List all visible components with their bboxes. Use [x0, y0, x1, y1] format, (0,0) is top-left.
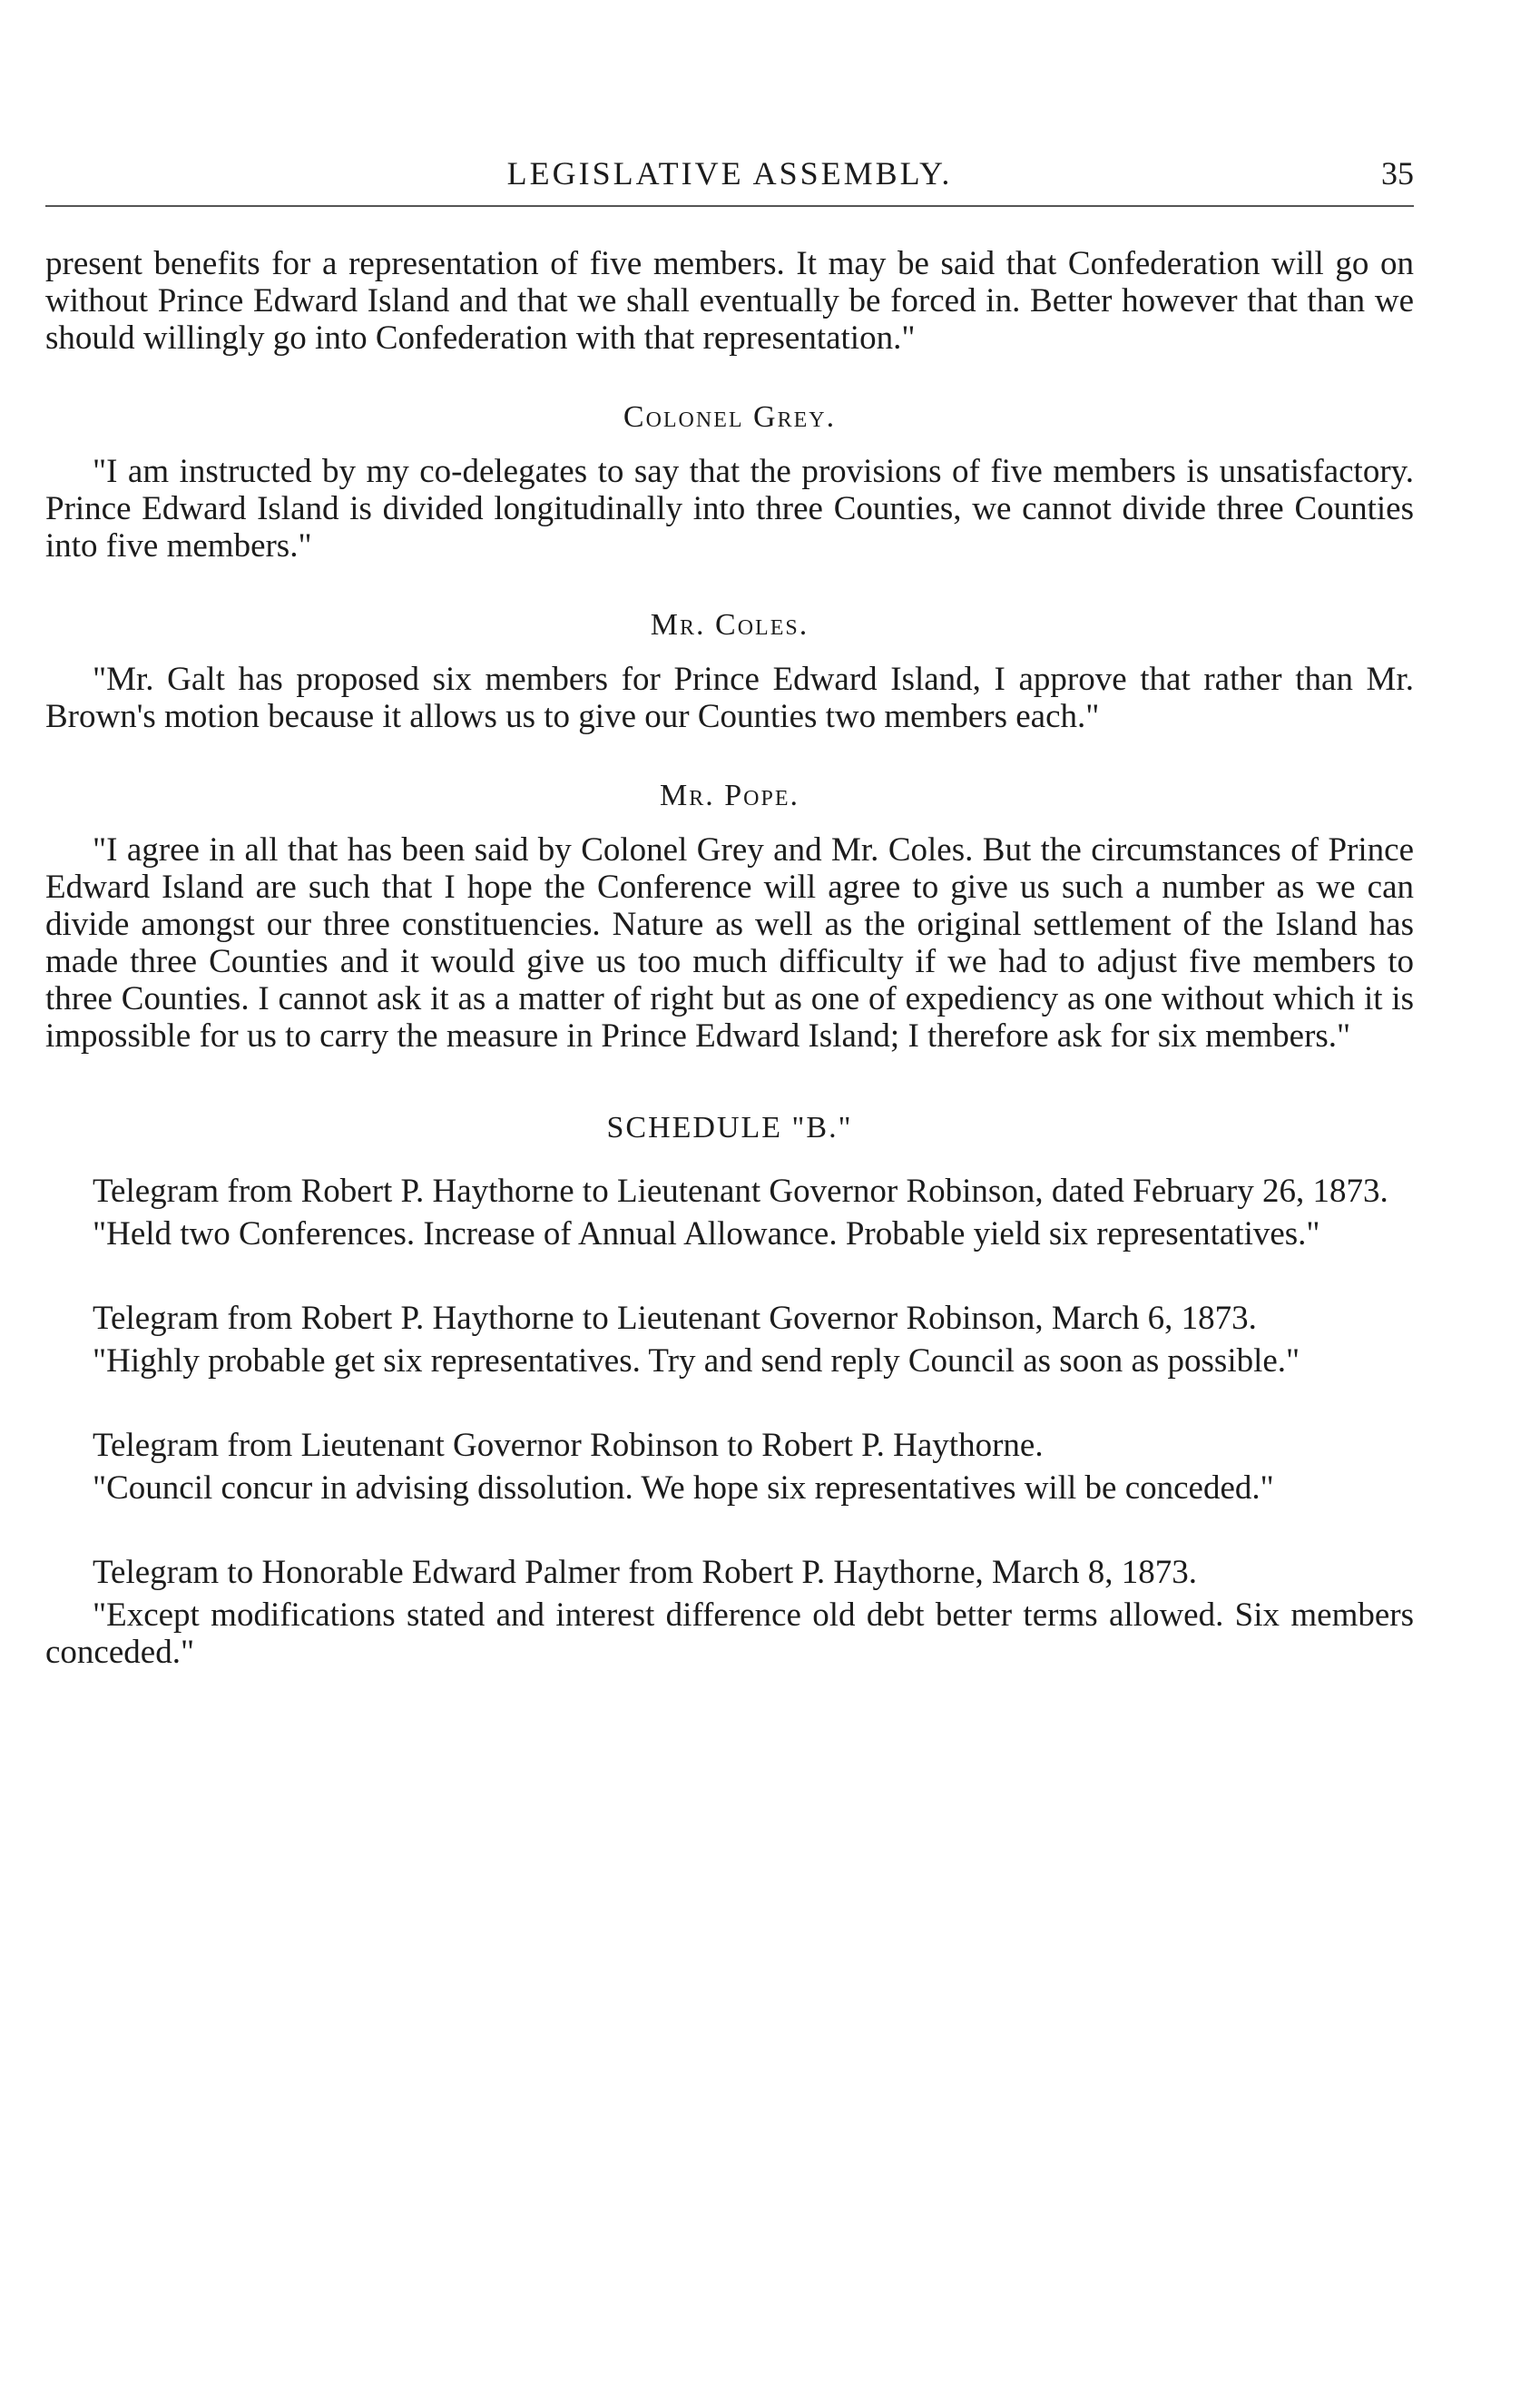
opening-paragraph: present benefits for a representation of five members. It may be said that Confederation will go on without Prince Edward Island and that we shall eventually be forced in. Better however that than we should willingly go into Confederation with that representation."	[45, 245, 1414, 357]
telegram-heading: Telegram from Robert P. Haythorne to Lieutenant Governor Robinson, March 6, 1873.	[93, 1300, 1257, 1337]
document-page	[45, 154, 1414, 1671]
page-number: 35	[1381, 155, 1414, 192]
telegram-message: "Except modifications stated and interest difference old debt better terms allowed. Six members conceded."	[45, 1596, 1414, 1671]
schedule-heading: SCHEDULE "B."	[606, 1111, 853, 1144]
speaker-heading-pope: Mr. Pope.	[660, 779, 799, 812]
telegram-heading: Telegram to Honorable Edward Palmer from Robert P. Haythorne, March 8, 1873.	[93, 1554, 1198, 1591]
telegram-heading: Telegram from Robert P. Haythorne to Lieutenant Governor Robinson, dated February 26, 1873.	[93, 1173, 1388, 1210]
telegram-message: "Highly probable get six representatives. Try and send reply Council as soon as possible."	[93, 1342, 1300, 1380]
speech-paragraph-coles: "Mr. Galt has proposed six members for Prince Edward Island, I approve that rather than Mr. Brown's motion because it allows us to give our Counties two members each."	[45, 661, 1414, 735]
speaker-heading-grey: Colonel Grey.	[623, 400, 837, 434]
speaker-heading-coles: Mr. Coles.	[650, 608, 809, 642]
telegram-message: "Council concur in advising dissolution. We hope six representatives will be conceded."	[93, 1469, 1274, 1507]
telegram-heading: Telegram from Lieutenant Governor Robinson to Robert P. Haythorne.	[93, 1427, 1044, 1464]
speech-paragraph-grey: "I am instructed by my co-delegates to say that the provisions of five members is unsatisfactory. Prince Edward Island is divided longitudinally into three Counties, we cannot divide three Counties into five members."	[45, 453, 1414, 565]
running-title: LEGISLATIVE ASSEMBLY.	[506, 155, 953, 192]
speech-paragraph-pope: "I agree in all that has been said by Colonel Grey and Mr. Coles. But the circumstances of Prince Edward Island are such that I hope the Conference will agree to give us such a number as we can divide amongst our three constituencies. Nature as well as the original settlement of the Island has made three Counties and it would give us too much difficulty if we had to adjust five members to three Counties. I cannot ask it as a matter of right but as one of expediency as one without which it is impossible for us to carry the measure in Prince Edward Island; I therefore ask for six members."	[45, 831, 1414, 1055]
running-header	[45, 154, 1414, 207]
telegram-message: "Held two Conferences. Increase of Annual Allowance. Probable yield six representatives."	[93, 1215, 1320, 1253]
